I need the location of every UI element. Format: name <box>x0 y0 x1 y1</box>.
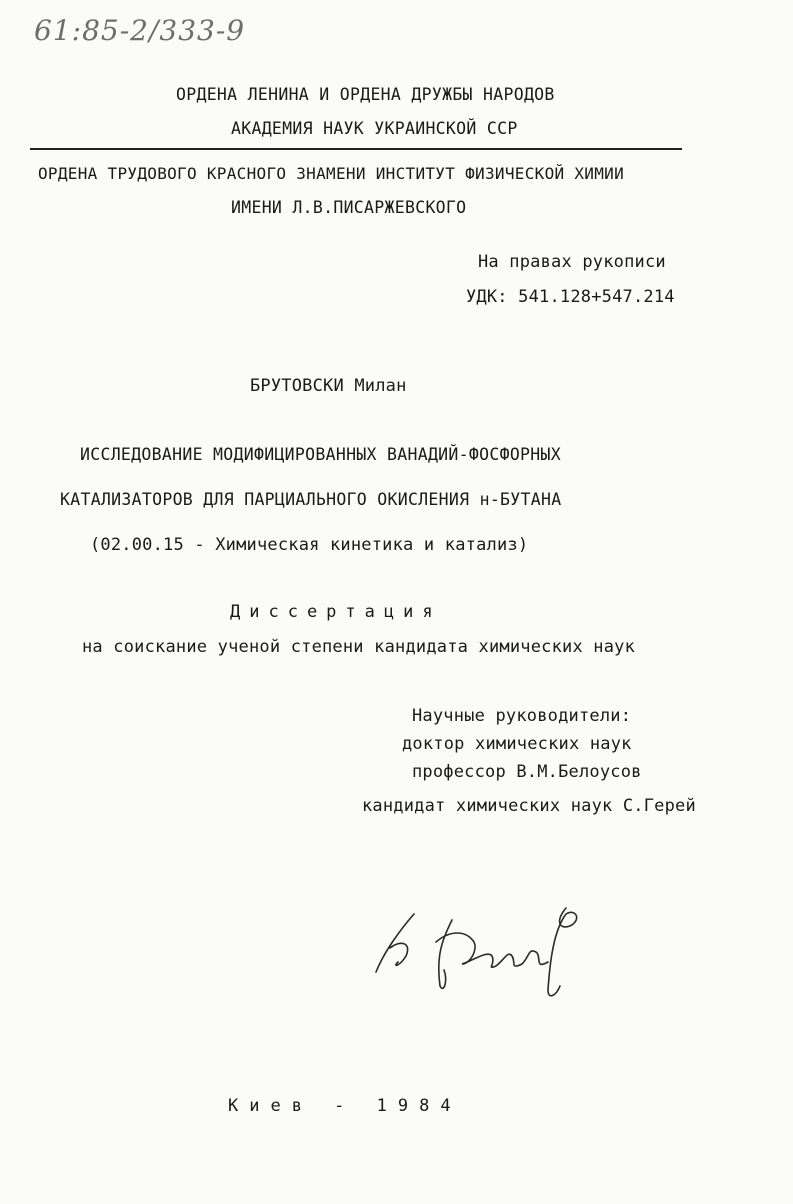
header-divider <box>30 148 682 150</box>
dissertation-label: Диссертация <box>230 602 442 622</box>
place-year: Киев - 1984 <box>228 1096 462 1116</box>
title-line-1: ИССЛЕДОВАНИЕ МОДИФИЦИРОВАННЫХ ВАНАДИЙ-ФОСФОРНЫХ <box>80 445 561 464</box>
manuscript-rights: На правах рукописи <box>478 252 666 272</box>
title-line-2: КАТАЛИЗАТОРОВ ДЛЯ ПАРЦИАЛЬНОГО ОКИСЛЕНИЯ н-БУТАНА <box>60 490 562 509</box>
supervisor-line-2: профессор В.М.Белоусов <box>412 762 642 782</box>
author-name: БРУТОВСКИ Милан <box>250 376 407 396</box>
handwritten-archive-mark: 61:85-2/333-9 <box>34 14 246 47</box>
degree-purpose: на соискание ученой степени кандидата химических наук <box>82 637 636 657</box>
header-line-2: АКАДЕМИЯ НАУК УКРАИНСКОЙ ССР <box>231 119 518 138</box>
supervisors-heading: Научные руководители: <box>412 706 632 726</box>
udc-code: УДК: 541.128+547.214 <box>466 287 675 307</box>
specialty-code: (02.00.15 - Химическая кинетика и катализ) <box>90 535 529 555</box>
institute-line-2: ИМЕНИ Л.В.ПИСАРЖЕВСКОГО <box>231 198 467 217</box>
supervisor-line-1: доктор химических наук <box>402 734 632 754</box>
supervisor-line-3: кандидат химических наук С.Герей <box>362 796 696 816</box>
institute-line-1: ОРДЕНА ТРУДОВОГО КРАСНОГО ЗНАМЕНИ ИНСТИТУТ ФИЗИЧЕСКОЙ ХИМИИ <box>38 164 625 183</box>
author-signature <box>370 890 600 1010</box>
header-line-1: ОРДЕНА ЛЕНИНА И ОРДЕНА ДРУЖБЫ НАРОДОВ <box>176 85 555 104</box>
